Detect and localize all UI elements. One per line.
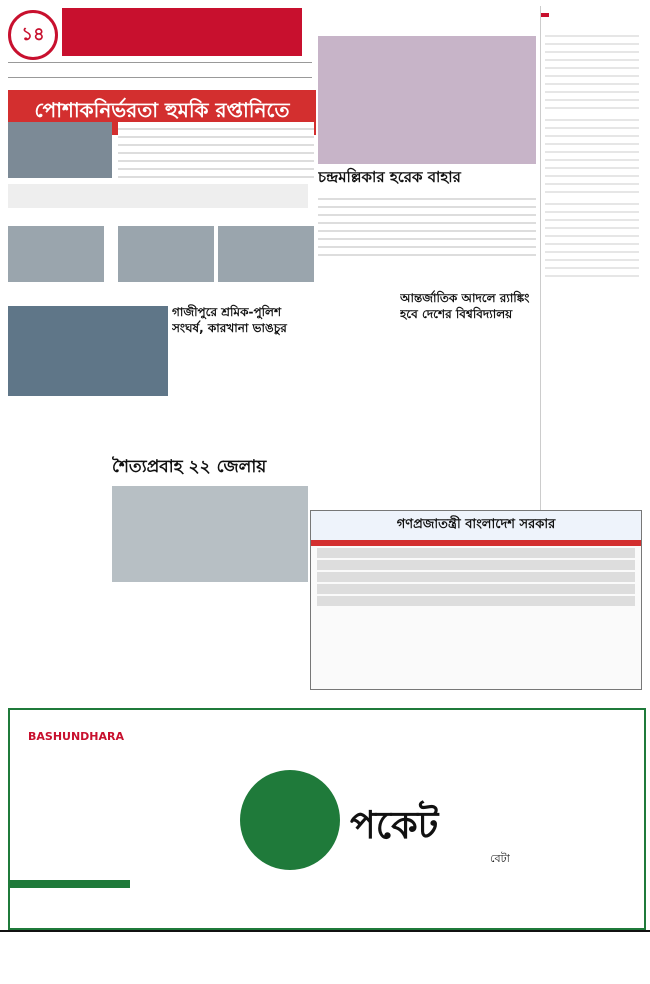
anniversary-badge: ১৪ [8,10,58,60]
imprint-footer [0,930,650,984]
portrait-photo-1 [8,226,104,282]
masthead [8,6,308,80]
portrait-photo-2 [118,226,214,282]
protest-photo [8,306,168,396]
lead-body [118,122,314,178]
lead-photo [8,122,112,178]
sidebar-item [545,113,639,193]
bashundhara-pocket-ad [8,708,646,930]
university-headline: আন্তর্জাতিক আদলে র‍্যাঙ্কিং হবে দেশের বিশ্ববিদ্যালয় [400,291,530,321]
coldwave-headline: শৈত্যপ্রবাহ ২২ জেলায় [112,457,267,477]
green-stripe [10,880,130,888]
flower-headline: চন্দ্রমল্লিকার হরেক বাহার [318,168,461,186]
government-notice-ad [310,510,642,690]
gazipur-headline: গাজীপুরে শ্রমিক-পুলিশ সংঘর্ষ, কারখানা ভাঙচুর [172,305,287,335]
ad-word: পকেট [350,803,439,847]
ad-row [317,560,635,570]
ad-headline [311,540,641,546]
flower-photo [318,36,536,164]
ad-row [317,572,635,582]
sidebar-tag [541,13,549,17]
pocket-logo-icon [240,770,340,870]
ad-row [317,584,635,594]
paper-name [62,8,302,56]
ad-brand: BASHUNDHARA [28,730,124,743]
coldwave-photo [112,486,308,582]
sub-headlines [8,184,308,208]
lead-headline: পোশাকনির্ভরতা হুমকি রপ্তানিতে [8,90,316,135]
ad-sub: বেটা [490,852,510,865]
ad-title: গণপ্রজাতন্ত্রী বাংলাদেশ সরকার [311,511,641,540]
dateline [8,62,312,78]
sidebar-item [545,197,639,277]
ad-row [317,596,635,606]
flower-body [318,192,536,256]
portrait-photo-3 [218,226,314,282]
ad-row [317,548,635,558]
sidebar-item [545,29,639,109]
